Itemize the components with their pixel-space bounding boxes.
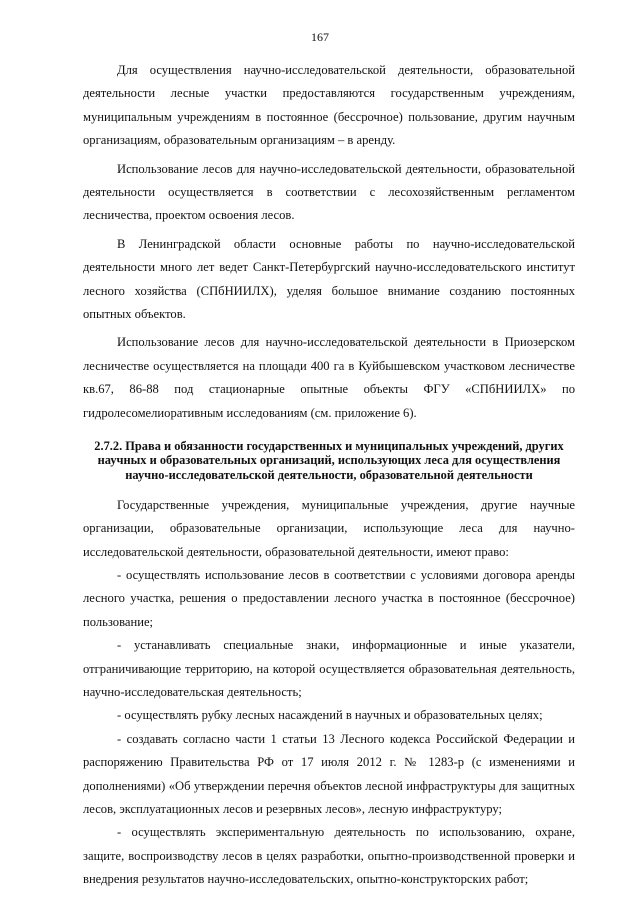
list-item-infrastructure: - создавать согласно части 1 статьи 13 Лесного кодекса Российской Федерации и распоряжению Правительства РФ от 17 июля 2012 г. № 1283-р (с изменениями и дополнениями) «Об утверждении перечня объектов лесной инфраструктуры для защитных лесов, эксплуатационных лесов и резервных лесов», лесную инфраструктуру; <box>83 731 575 816</box>
list-item-experimental-activity: - осуществлять экспериментальную деятельность по использованию, охране, защите, воспроизводству лесов в целях разработки, опытно-производственной проверки и внедрения результатов научно-исследовательских, опытно-конструкторских работ; <box>83 825 575 887</box>
list-item-signs-markers: - устанавливать специальные знаки, информационные и иные указатели, отграничивающие территорию, на которой осуществляется образовательная деятельность, научно-исследовательская деятельность; <box>83 638 575 699</box>
list-item-lease-use: - осуществлять использование лесов в соответствии с условиями договора аренды лесного участка, решения о предоставлении лесного участка в постоянное (бессрочное) пользование; <box>83 567 575 629</box>
section-heading: 2.7.2. Права и обязанности государственных и муниципальных учреждений, других научных и образовательных организаций, использующих леса для осуществления научно-исследовательской деятельности, образовательной деятельности <box>94 439 564 482</box>
paragraph-leningrad-research-institute: В Ленинградской области основные работы по научно-исследовательской деятельности много лет ведет Санкт-Петербургский научно-исследовательского институт лесного хозяйства (СПбНИИЛХ), уделяя большое внимание созданию постоянных опытных объектов. <box>83 236 575 322</box>
page-number: 167 <box>311 30 329 44</box>
paragraph-priozersk-experimental-sites: Использование лесов для научно-исследовательской деятельности в Приозерском лесничестве осуществляется на площади 400 га в Куйбышевском участковом лесничестве кв.67, 86-88 под стационарные опытные объекты ФГУ «СПбНИИЛХ» по гидролесомелиоративным исследованиям (см. приложение 6). <box>83 335 575 420</box>
paragraph-forest-use-regulations: Использование лесов для научно-исследовательской деятельности, образовательной деятельности осуществляется в соответствии с лесохозяйственным регламентом лесничества, проектом освоения лесов. <box>83 161 575 223</box>
list-item-logging: - осуществлять рубку лесных насаждений в научных и образовательных целях; <box>117 708 543 723</box>
paragraph-rights-intro: Государственные учреждения, муниципальные учреждения, другие научные организации, образовательные организации, использующие леса для научно-исследовательской деятельности, образовательной деятельности, имеют право: <box>83 497 575 559</box>
document-body <box>83 59 575 892</box>
paragraph-research-land-allocation: Для осуществления научно-исследовательской деятельности, образовательной деятельности лесные участки предоставляются государственным учреждениям, муниципальным учреждениям в постоянное (бессрочное) пользование, другим научным организациям, образовательным организациям – в аренду. <box>83 63 575 148</box>
